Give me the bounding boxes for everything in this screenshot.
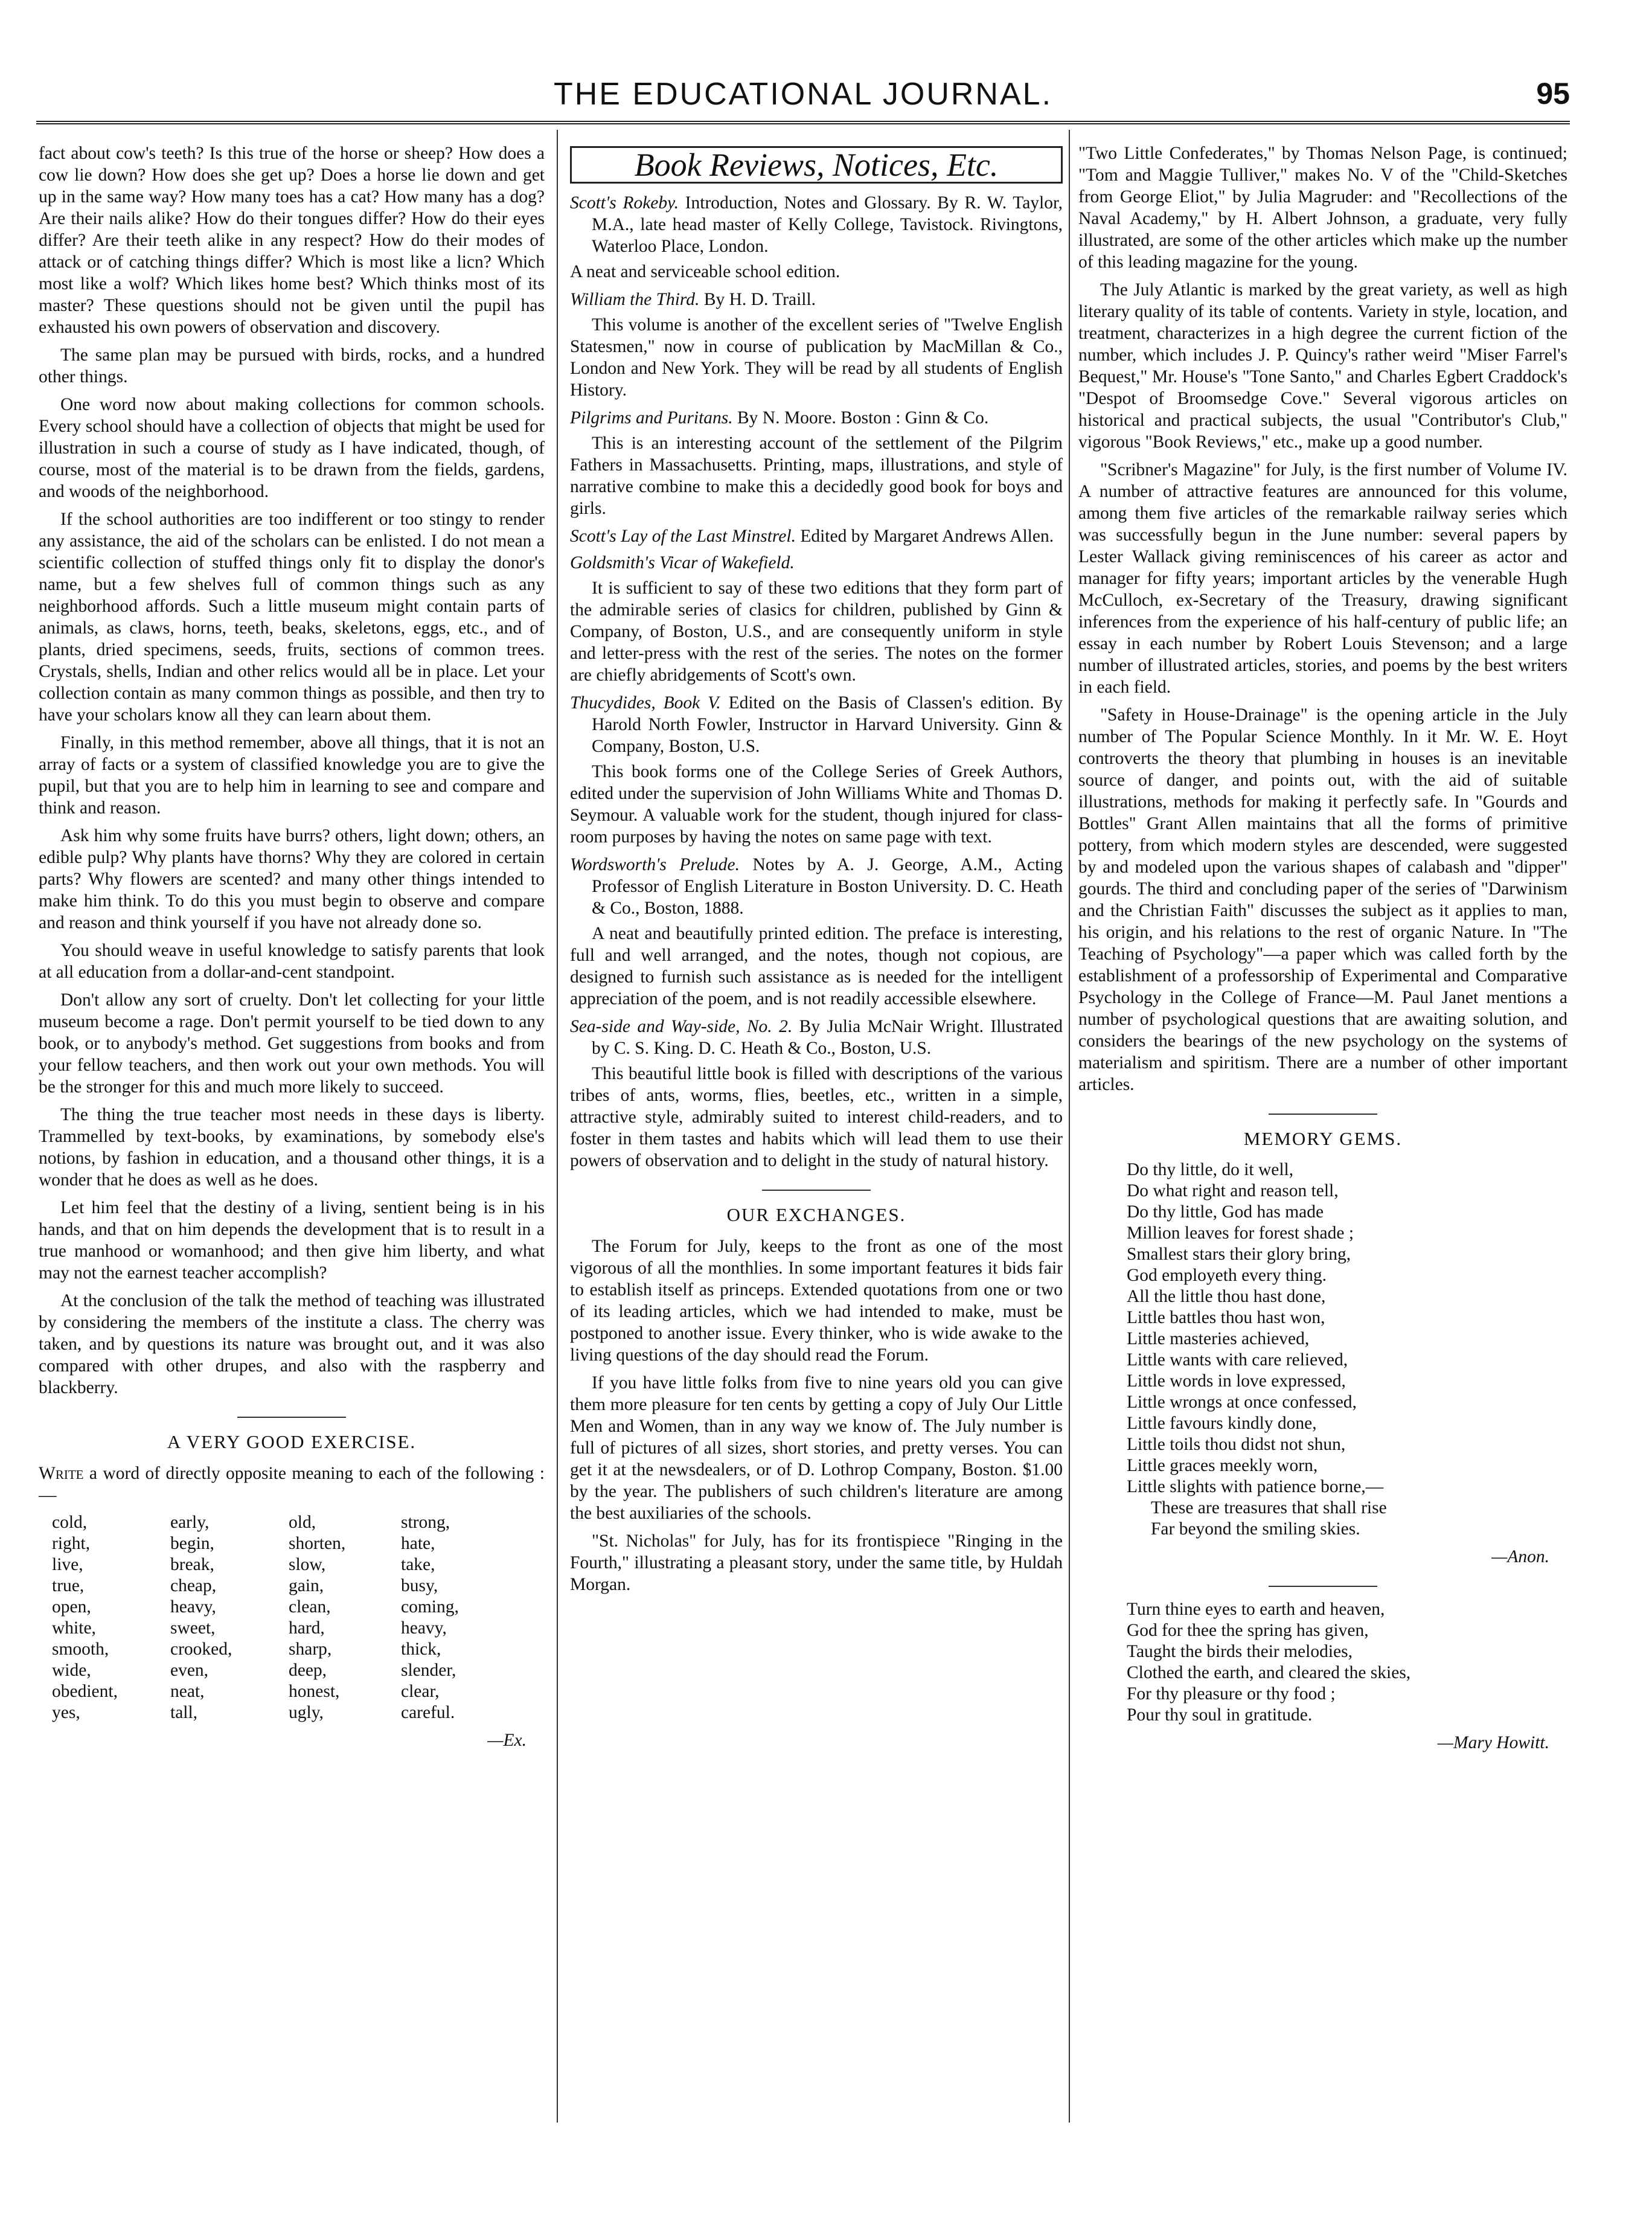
word: hard, [289, 1618, 325, 1638]
review-entry [570, 289, 1063, 310]
section-divider [1269, 1114, 1377, 1115]
poem-line: These are treasures that shall rise [1151, 1498, 1387, 1518]
poem-line: Little words in love expressed, [1127, 1371, 1346, 1391]
memory-gems-title: MEMORY GEMS. [1243, 1128, 1403, 1149]
book-details: Introduction, Notes and Glossary. By R. W. Taylor, M.A., late head master of Kelly College, Tavistock. Rivingtons, Waterloo Place, London. [592, 193, 1063, 256]
review-notice: This is an interesting account of the settlement of the Pilgrim Fathers in Massachusetts. Printing, maps, illustrations, and style of narrative combine to make this a decidedly good book for boys and girls. [570, 434, 1063, 518]
word: slender, [401, 1661, 456, 1680]
review-notice: This volume is another of the excellent series of "Twelve English Statesmen," now in course of publication by MacMillan & Co., London and New York. They will be read by all students of English History. [570, 315, 1063, 400]
word: deep, [289, 1661, 327, 1680]
poem-line: Far beyond the smiling skies. [1151, 1519, 1360, 1539]
word: clean, [289, 1597, 331, 1617]
poem-line: Clothed the earth, and cleared the skies, [1127, 1663, 1411, 1682]
column-divider [1069, 130, 1070, 2123]
word: yes, [52, 1703, 80, 1722]
word: shorten, [289, 1534, 346, 1553]
review-entry [570, 1016, 1063, 1059]
word: hate, [401, 1534, 435, 1553]
book-details: Notes by A. J. George, A.M., Acting Professor of English Literature in Boston University. D. C. Heath & Co., Boston, 1888. [592, 855, 1063, 918]
column-right [1078, 143, 1567, 1760]
poem [1127, 1159, 1567, 1540]
exercise-intro [39, 1463, 545, 1506]
paragraph: The thing the true teacher most needs in these days is liberty. Trammelled by text-books, by examinations, by somebody else's notions, by fashion in education, and a thousand other things, it is a wonder that he does as well as he does. [39, 1105, 545, 1190]
paragraph: Don't allow any sort of cruelty. Don't let collecting for your little museum become a rage. Don't permit yourself to be tied down to any book, or to anybody's method. Get suggestions from books and from your fellow teachers, and then work out your own methods. You will be the stronger for this and much more likely to succeed. [39, 990, 545, 1097]
word: honest, [289, 1682, 340, 1701]
review-entry [570, 407, 1063, 429]
word: true, [52, 1576, 85, 1595]
poem-line: Do thy little, do it well, [1127, 1160, 1294, 1179]
poem-line: Little battles thou hast won, [1127, 1308, 1325, 1327]
book-title: Wordsworth's Prelude. [570, 855, 740, 874]
paragraph: The Forum for July, keeps to the front as one of the most vigorous of all the monthlies. In some important features it bids fair to establish itself as princeps. Extended quotations from one or two of its leading articles, which we had intended to make, must be postponed to another issue. Every thinker, who is wide awake to the living questions of the day should read the Forum. [570, 1237, 1063, 1365]
poem-signature: —Anon. [1491, 1547, 1549, 1566]
book-title: Pilgrims and Puritans. [570, 408, 733, 428]
poem-line: All the little thou hast done, [1127, 1287, 1326, 1306]
paragraph: Finally, in this method remember, above all things, that it is not an array of facts or a system of classified knowledge you are to give the pupil, but that you are to help him in learning to see and compare and think and reason. [39, 733, 545, 818]
exercise-signature: —Ex. [487, 1731, 527, 1750]
book-title: William the Third. [570, 290, 700, 309]
poem-line: Little toils thou didst not shun, [1127, 1435, 1346, 1454]
poem-line: God for thee the spring has given, [1127, 1621, 1369, 1640]
word: tall, [170, 1703, 198, 1722]
paragraph: If you have little folks from five to nine years old you can give them more pleasure for ten cents by getting a copy of July Our Little Men and Women, than in any way we know of. The July number is full of pictures of all sizes, short stories, and pretty verses. You can get it at the newsdealers, or of D. Lothrop Company, Boston. $1.00 by the year. The publishers of such children's literature are among the best auxiliaries of the schools. [570, 1373, 1063, 1523]
poem-line: Pour thy soul in gratitude. [1127, 1705, 1313, 1725]
book-title: Sea-side and Way-side, No. 2. [570, 1017, 793, 1036]
word: begin, [170, 1534, 214, 1553]
poem-line: Turn thine eyes to earth and heaven, [1127, 1600, 1385, 1619]
word: take, [401, 1555, 435, 1574]
poem-line: Little wants with care relieved, [1127, 1350, 1348, 1370]
paragraph: "St. Nicholas" for July, has for its frontispiece "Ringing in the Fourth," illustrating a pleasant story, under the same title, by Huldah Morgan. [570, 1531, 1063, 1594]
poem-line: Little masteries achieved, [1127, 1329, 1310, 1348]
review-notice: A neat and serviceable school edition. [570, 262, 840, 281]
word: right, [52, 1534, 91, 1553]
paragraph: At the conclusion of the talk the method of teaching was illustrated by considering the members of the institute a class. The cherry was taken, and by questions its nature was brought out, and it was also compared with other drupes, and also with the raspberry and blackberry. [39, 1291, 545, 1397]
paragraph: Ask him why some fruits have burrs? others, light down; others, an edible pulp? Why plants have thorns? Why they are colored in certain parts? Why flowers are scented? and many other things intended to make him think. To do this you must begin to observe and compare and reason and think yourself if you have not already done so. [39, 826, 545, 932]
paragraph: The July Atlantic is marked by the great variety, as well as high literary quality of its table of contents. Variety in style, location, and treatment, characterizes in a high degree the current fiction of the number, which includes J. P. Quincy's rather weird "Miser Farrel's Bequest," Mr. House's "Tone Santo," and Charles Egbert Craddock's "Despot of Broomsedge Cove." Several vigorous articles on historical and practical subjects, the usual "Contributor's Club," vigorous "Book Reviews," etc., make up a good number. [1078, 280, 1567, 452]
book-title: Goldsmith's Vicar of Wakefield. [570, 553, 795, 572]
book-details: By H. D. Traill. [703, 290, 816, 309]
review-entry [570, 692, 1063, 757]
poem-line: God employeth every thing. [1127, 1266, 1327, 1285]
poem-line: Little favours kindly done, [1127, 1414, 1317, 1433]
section-divider [762, 1190, 871, 1191]
paragraph: "Scribner's Magazine" for July, is the first number of Volume IV. A number of attractive features are announced for this volume, among them five articles of the remarkable railway series which was successfully begun in the June number: several papers by Lester Wallack giving reminiscences of his career as actor and manager for fifty years; important articles by the venerable Hugh McCulloch, ex-Secretary of the Treasury, drawing significant inferences from the experience of his half-century of public life; an essay in each number by Robert Louis Stevenson; and a large number of illustrated articles, stories, and poems by the best writers in each field. [1078, 460, 1567, 697]
review-entry [570, 525, 1063, 547]
paragraph: "Two Little Confederates," by Thomas Nelson Page, is continued; "Tom and Maggie Tulliver," makes No. V of the "Child-Sketches from George Eliot," by Julia Magruder: and "Recollections of the Naval Academy," by H. Albert Johnson, a graduate, very fully illustrated, are some of the other articles which make up the number of this leading magazine for the young. [1078, 144, 1567, 272]
word: careful. [401, 1703, 455, 1722]
journal-title: THE EDUCATIONAL JOURNAL. [553, 77, 1053, 112]
word: strong, [401, 1513, 450, 1532]
book-title: Thucydides, Book V. [570, 693, 721, 713]
review-entry [570, 192, 1063, 257]
word: slow, [289, 1555, 326, 1574]
book-details: By N. Moore. Boston : Ginn & Co. [737, 408, 989, 428]
book-details: Edited on the Basis of Classen's edition. By Harold North Fowler, Instructor in Harvard University. Ginn & Company, Boston, U.S. [592, 693, 1063, 756]
section-divider [1269, 1586, 1377, 1587]
word: cold, [52, 1513, 88, 1532]
word: neat, [170, 1682, 205, 1701]
paragraph: If the school authorities are too indifferent or too stingy to render any assistance, the aid of the scholars can be enlisted. I do not mean a scientific collection of stuffed things only fit to display the donor's name, but a few shelves full of common things such as any neighborhood affords. Such a little museum might contain parts of animals, as claws, horns, teeth, beaks, skeletons, eggs, etc., and of plants, dried specimens, seeds, fruits, sections of common trees. Crystals, shells, Indian and other relics would all be in place. Let your collection contain as many common things as possible, and then try to have your scholars know all they can learn about them. [39, 510, 545, 725]
word: old, [289, 1513, 316, 1532]
book-details: Edited by Margaret Andrews Allen. [800, 527, 1054, 546]
word: heavy, [401, 1618, 447, 1638]
word: clear, [401, 1682, 440, 1701]
word: busy, [401, 1576, 438, 1595]
word: ugly, [289, 1703, 324, 1722]
poem-signature: —Mary Howitt. [1437, 1733, 1549, 1752]
column-divider [557, 130, 558, 2123]
word: break, [170, 1555, 214, 1574]
poem-line: Million leaves for forest shade ; [1127, 1223, 1354, 1243]
word: cheap, [170, 1576, 217, 1595]
word: obedient, [52, 1682, 118, 1701]
section-divider [237, 1417, 346, 1418]
review-notice: This beautiful little book is filled with descriptions of the various tribes of ants, worms, flies, beetles, etc., written in a simple, attractive style, admirably suited to interest child-readers, and to foster in them tastes and habits which will lead them to use their powers of observation and to delight in the study of natural history. [570, 1064, 1063, 1170]
word: live, [52, 1555, 83, 1574]
column-left [39, 143, 545, 1757]
word: white, [52, 1618, 96, 1638]
review-notice: It is sufficient to say of these two editions that they form part of the admirable series of clasics for children, published by Ginn & Company, of Boston, U.S., and are consequently uniform in style and letter-press with the rest of the series. The notes on the former are chiefly abridgements of Scott's own. [570, 578, 1063, 685]
poem-line: Smallest stars their glory bring, [1127, 1245, 1351, 1264]
review-entry [570, 552, 1063, 574]
poem-line: Do what right and reason tell, [1127, 1181, 1339, 1200]
book-title: Scott's Rokeby. [570, 193, 679, 213]
poem-line: Little wrongs at once confessed, [1127, 1393, 1357, 1412]
paragraph: Let him feel that the destiny of a living, sentient being is in his hands, and that on him depends the development that is to result in a true manhood or womanhood; and then give him liberty, and what may not the earnest teacher accomplish? [39, 1198, 545, 1283]
word: crooked, [170, 1639, 232, 1659]
poem-line: Little slights with patience borne,— [1127, 1477, 1384, 1496]
word: thick, [401, 1639, 441, 1659]
exchanges-title: OUR EXCHANGES. [726, 1204, 906, 1225]
column-middle [570, 143, 1063, 1601]
poem-line: For thy pleasure or thy food ; [1127, 1684, 1336, 1703]
word-list [52, 1512, 545, 1723]
exercise-intro-lead: Write [39, 1464, 84, 1483]
word: wide, [52, 1661, 91, 1680]
page-header [36, 71, 1570, 124]
word: even, [170, 1661, 209, 1680]
page-number: 95 [1536, 77, 1570, 111]
word: open, [52, 1597, 91, 1617]
paragraph: "Safety in House-Drainage" is the opening article in the July number of The Popular Science Monthly. In it Mr. W. E. Hoyt controverts the theory that plumbing in houses is an inevitable source of danger, and points out, with the aid of suitable illustrations, methods for making it perfectly safe. In "Gourds and Bottles" Grant Allen maintains that all the forms of primitive pottery, from which modern styles are descended, were suggested by and modeled upon the various shapes of calabash and "dipper" gourds. The third and concluding paper of the series of "Darwinism and the Christian Faith" discusses the subject as it applies to man, his origin, and his relations to the rest of organic Nature. In "The Teaching of Psychology"—a paper which was called forth by the establishment of a professorship of Experimental and Comparative Psychology in the College of France—M. Paul Janet mentions a number of psychological questions that are awaiting solution, and considers the bearings of the new psychology on the systems of materialism and spiritism. There are a number of other important articles. [1078, 705, 1567, 1094]
word: gain, [289, 1576, 324, 1595]
word: coming, [401, 1597, 459, 1617]
word: sharp, [289, 1639, 332, 1659]
review-entry [570, 854, 1063, 919]
book-details: By Julia McNair Wright. Illustrated by C. S. King. D. C. Heath & Co., Boston, U.S. [592, 1017, 1063, 1058]
book-reviews-heading: Book Reviews, Notices, Etc. [570, 146, 1063, 184]
poem-line: Little graces meekly worn, [1127, 1456, 1318, 1475]
paragraph: You should weave in useful knowledge to satisfy parents that look at all education from a dollar-and-cent standpoint. [39, 941, 545, 982]
paragraph: The same plan may be pursued with birds, rocks, and a hundred other things. [39, 345, 545, 386]
review-notice: A neat and beautifully printed edition. The preface is interesting, full and well arranged, and the notes, though not copious, are designed to furnish such assistance as is needed for the intelligent appreciation of the poem, and is not readily accessible elsewhere. [570, 924, 1063, 1008]
poem-line: Taught the birds their melodies, [1127, 1642, 1353, 1661]
word: heavy, [170, 1597, 216, 1617]
poem-line: Do thy little, God has made [1127, 1202, 1324, 1222]
book-title: Scott's Lay of the Last Minstrel. [570, 527, 796, 546]
review-notice: This book forms one of the College Series of Greek Authors, edited under the supervision of John Williams White and Thomas D. Seymour. A valuable work for the student, though injured for class-room purposes by having the notes on same page with text. [570, 762, 1063, 847]
exercise-intro-text: a word of directly opposite meaning to each of the following :— [39, 1464, 545, 1505]
word: early, [170, 1513, 210, 1532]
word: smooth, [52, 1639, 109, 1659]
paragraph: fact about cow's teeth? Is this true of the horse or sheep? How does a cow lie down? How does she get up? Does a horse lie down and get up in the same way? How many toes has a cat? How many has a dog? Are their nails alike? How do their tongues differ? How do their eyes differ? Are their teeth alike in any respect? How do their modes of attack or of catching things differ? Which is most like a licn? Which most like a wolf? Which likes home best? Which thinks most of its master? These questions should not be given until the pupil has exhausted his own powers of observation and discovery. [39, 144, 545, 337]
poem [1127, 1599, 1567, 1726]
word: sweet, [170, 1618, 216, 1638]
paragraph: One word now about making collections for common schools. Every school should have a collection of objects that might be used for illustration in such a course of study as I have indicated, though, of course, most of the material is to be drawn from the fields, gardens, and woods of the neighborhood. [39, 395, 545, 501]
exercise-title: A VERY GOOD EXERCISE. [167, 1431, 417, 1452]
